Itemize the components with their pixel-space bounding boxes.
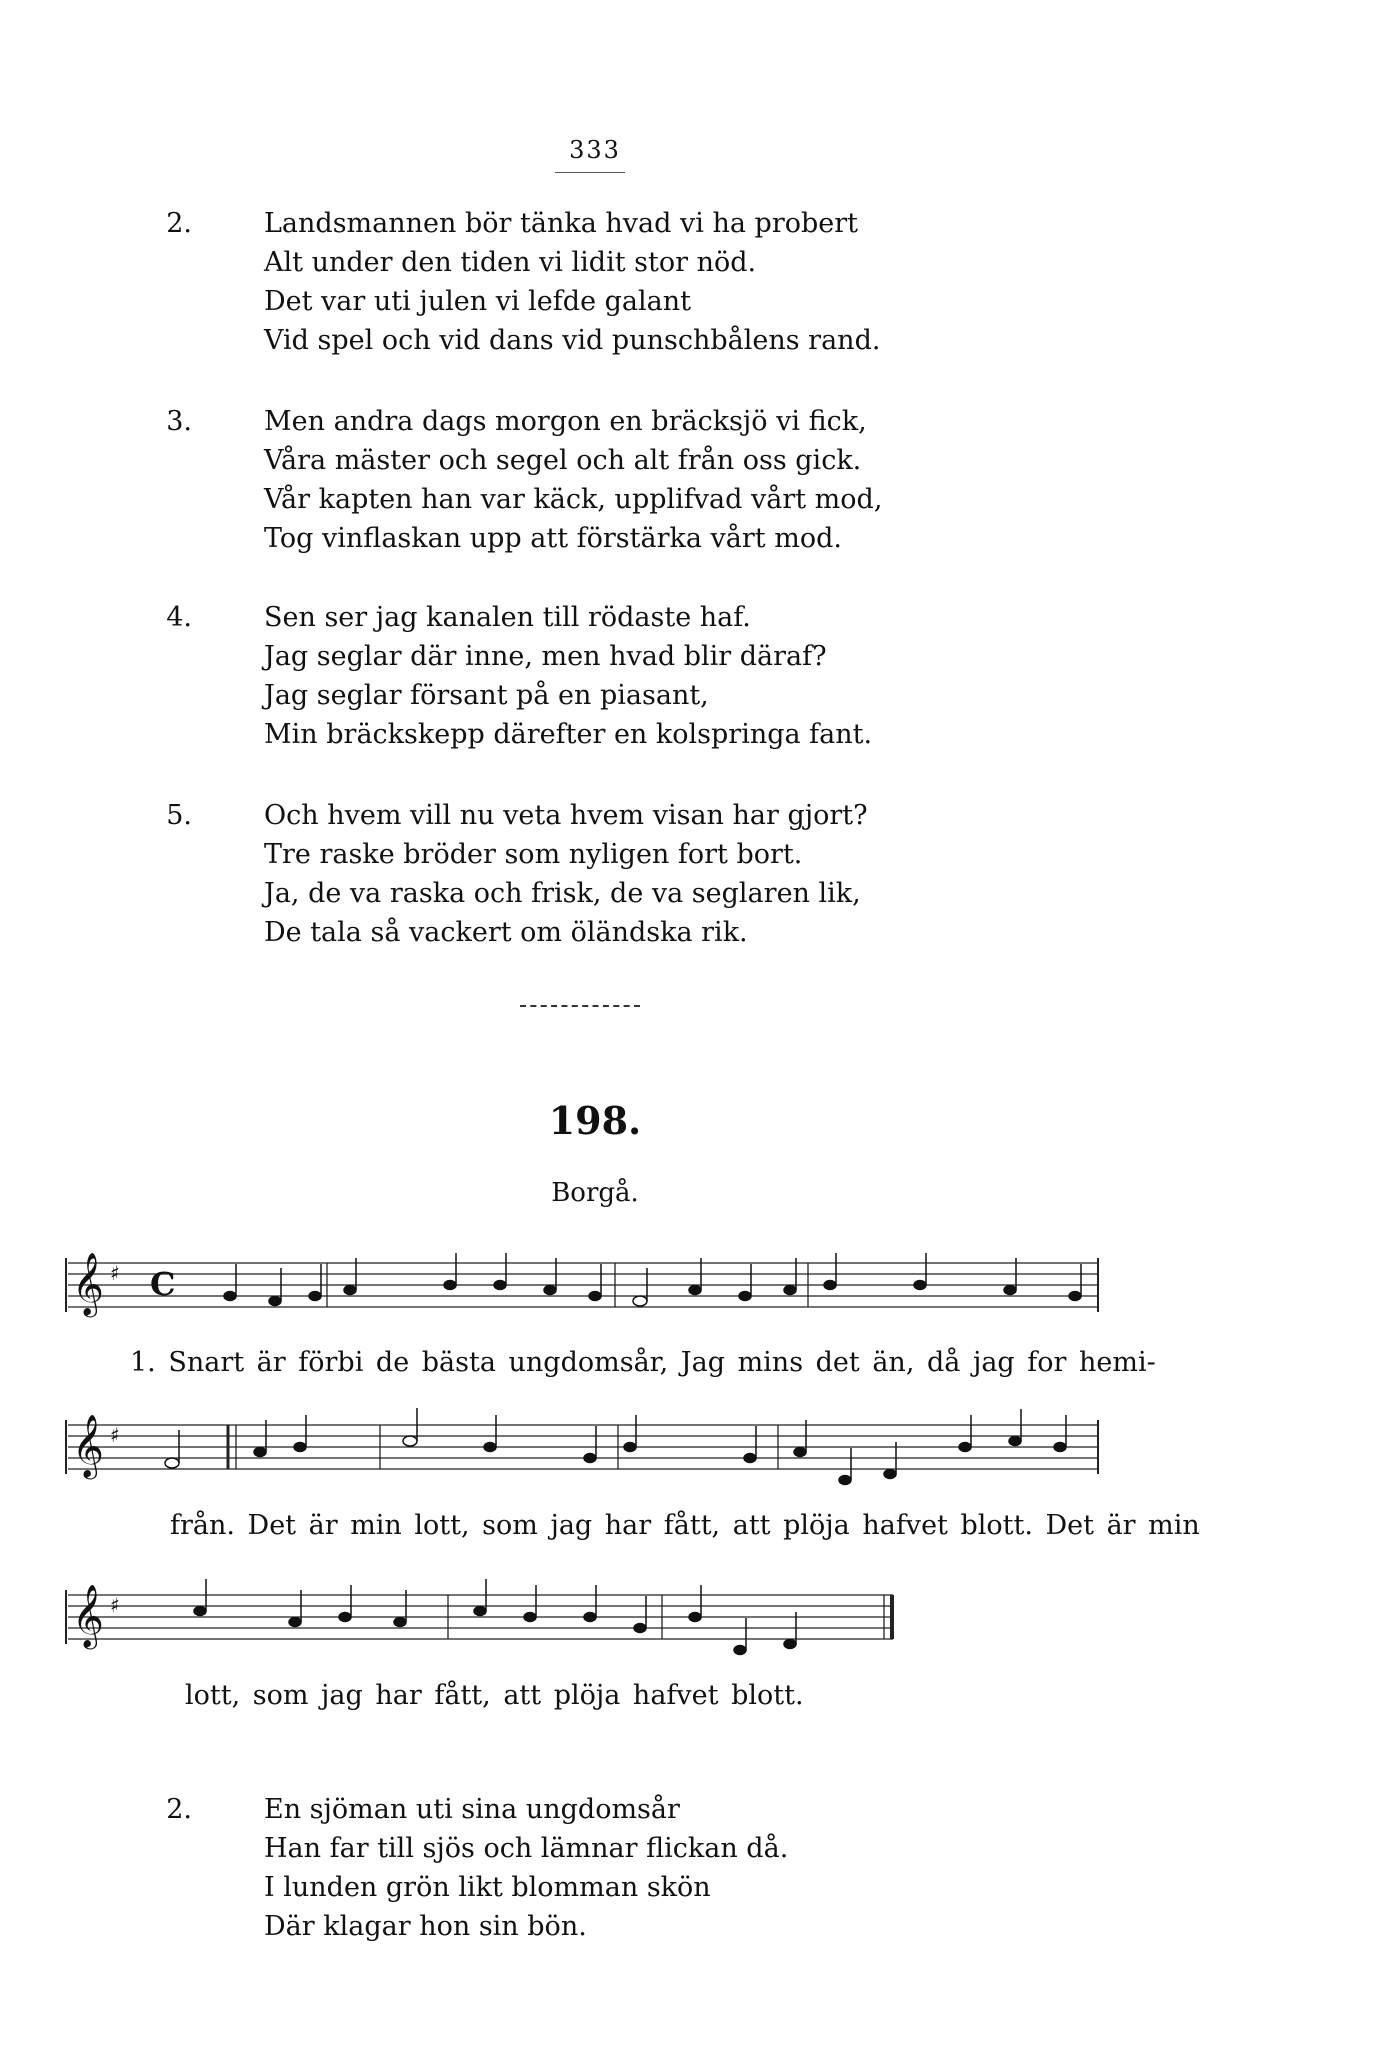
verse-line: Jag seglar försant på en piasant, <box>264 680 709 711</box>
verse-line: Vår kapten han var käck, upplifvad vårt mod, <box>264 484 883 515</box>
lyric-line-2: från. Det är min lott, som jag har fått, att plöja hafvet blott. Det är min <box>170 1510 1200 1541</box>
page-number: 333 <box>569 136 621 164</box>
notes <box>165 1253 1081 1655</box>
verse-line: Tre raske bröder som nyligen fort bort. <box>264 839 803 870</box>
staff-2 <box>66 1420 1098 1474</box>
verse-line: Han far till sjös och lämnar flickan då. <box>264 1833 789 1864</box>
lyric-line-3: lott, som jag har fått, att plöja hafvet blott. <box>185 1680 804 1711</box>
verse-line: Sen ser jag kanalen till rödaste haf. <box>264 602 751 633</box>
verse-number: 4. <box>166 602 192 633</box>
song-place: Borgå. <box>551 1178 639 1208</box>
svg-text:𝄞: 𝄞 <box>72 1414 104 1477</box>
verse-line: Vid spel och vid dans vid punschbålens rand. <box>264 325 881 356</box>
verse-line: Alt under den tiden vi lidit stor nöd. <box>264 247 757 278</box>
clefs-and-keys <box>72 1252 175 1650</box>
verse-line: Min bräckskepp därefter en kolspringa fant. <box>264 719 873 750</box>
verse-line: I lunden grön likt blomman skön <box>264 1872 711 1903</box>
verse-number: 3. <box>166 406 192 437</box>
svg-text:𝄞: 𝄞 <box>72 1584 104 1647</box>
verse-line: Och hvem vill nu veta hvem visan har gjort? <box>264 800 868 831</box>
verse-line: En sjöman uti sina ungdomsår <box>264 1794 680 1825</box>
verse-line: Tog vinflaskan upp att förstärka vårt mod. <box>264 523 842 554</box>
svg-text:C: C <box>150 1265 176 1303</box>
lyric-line-1: 1. Snart är förbi de bästa ungdomsår, Jag mins det än, då jag for hemi- <box>130 1347 1156 1378</box>
verse-line: Jag seglar där inne, men hvad blir däraf? <box>264 641 827 672</box>
svg-text:♯: ♯ <box>110 1593 120 1617</box>
verse-bottom-2 <box>166 1790 789 1946</box>
svg-text:♯: ♯ <box>110 1261 120 1285</box>
staff-3 <box>66 1590 893 1644</box>
staff-1 <box>66 1258 1098 1312</box>
verse-number: 2. <box>166 1794 192 1825</box>
svg-text:𝄞: 𝄞 <box>72 1252 104 1315</box>
svg-text:♯: ♯ <box>110 1423 120 1447</box>
verse-line: Landsmannen bör tänka hvad vi ha probert <box>264 208 858 239</box>
verse-line: Där klagar hon sin bön. <box>264 1911 587 1942</box>
verse-number: 5. <box>166 800 192 831</box>
verse-line: Ja, de va raska och frisk, de va seglaren lik, <box>264 878 861 909</box>
verse-number: 2. <box>166 208 192 239</box>
verse-line: Våra mäster och segel och alt från oss gick. <box>264 445 862 476</box>
verse-line: Det var uti julen vi lefde galant <box>264 286 691 317</box>
verse-line: Men andra dags morgon en bräcksjö vi fick, <box>264 406 867 437</box>
verse-line: De tala så vackert om öländska rik. <box>264 917 748 948</box>
song-number: 198. <box>548 1098 642 1143</box>
